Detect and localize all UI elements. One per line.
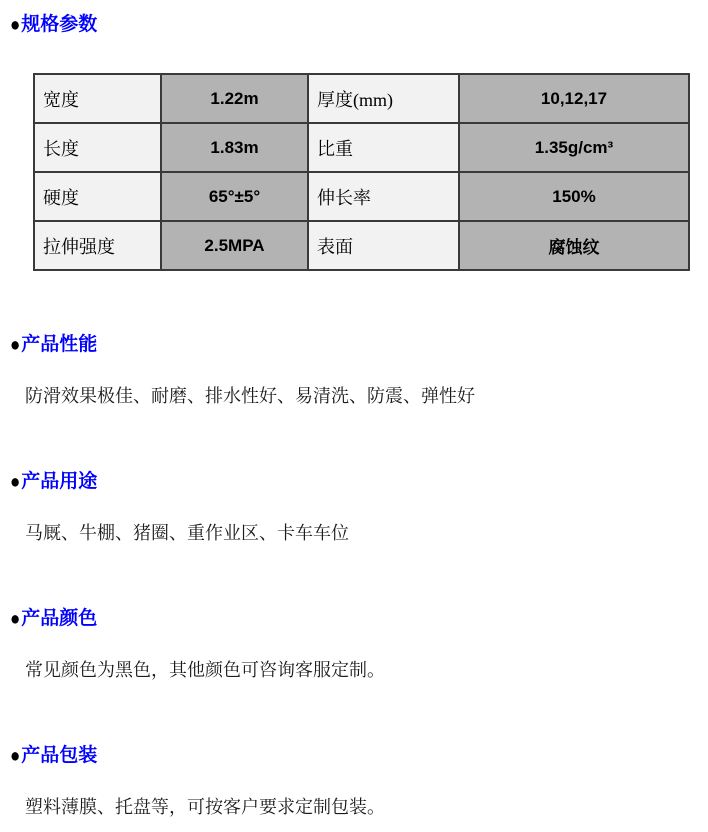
section-body-color: 常见颜色为黑色，其他颜色可咨询客服定制。	[25, 660, 385, 680]
section-color	[0, 607, 708, 682]
section-body-usage: 马厩、牛棚、猪圈、重作业区、卡车车位	[25, 523, 349, 543]
spec-value: 65°±5°	[161, 172, 308, 221]
bullet-icon: ●	[10, 333, 21, 356]
section-title-specs: 规格参数	[21, 14, 98, 35]
bullet-icon: ●	[10, 744, 21, 767]
table-row	[34, 221, 689, 270]
section-usage	[0, 470, 708, 545]
spec-label: 长度	[34, 123, 161, 172]
section-header-specs	[10, 0, 708, 37]
spec-value: 1.35g/cm³	[459, 123, 689, 172]
spec-label: 硬度	[34, 172, 161, 221]
spec-label: 厚度(mm)	[308, 74, 459, 123]
spec-table	[33, 73, 690, 271]
section-header-color	[10, 607, 708, 631]
section-header-usage	[10, 470, 708, 494]
spec-label: 比重	[308, 123, 459, 172]
section-title-color: 产品颜色	[21, 608, 98, 629]
table-row	[34, 74, 689, 123]
spec-label: 拉伸强度	[34, 221, 161, 270]
bullet-icon: ●	[10, 470, 21, 493]
bullet-icon: ●	[10, 607, 21, 630]
spec-value: 10,12,17	[459, 74, 689, 123]
spec-label: 宽度	[34, 74, 161, 123]
section-performance	[0, 333, 708, 408]
table-row	[34, 172, 689, 221]
table-row	[34, 123, 689, 172]
spec-value: 2.5MPA	[161, 221, 308, 270]
section-body-performance: 防滑效果极佳、耐磨、排水性好、易清洗、防震、弹性好	[25, 386, 475, 406]
spec-value: 腐蚀纹	[459, 221, 689, 270]
section-body-packaging: 塑料薄膜、托盘等，可按客户要求定制包装。	[25, 797, 385, 817]
spec-value: 150%	[459, 172, 689, 221]
section-specs	[0, 0, 708, 271]
spec-value: 1.83m	[161, 123, 308, 172]
spec-label: 表面	[308, 221, 459, 270]
section-title-packaging: 产品包装	[21, 745, 98, 766]
section-header-performance	[10, 333, 708, 357]
section-packaging	[0, 744, 708, 819]
spec-label: 伸长率	[308, 172, 459, 221]
section-title-performance: 产品性能	[21, 334, 98, 355]
section-title-usage: 产品用途	[21, 471, 98, 492]
bullet-icon: ●	[10, 13, 21, 36]
section-header-packaging	[10, 744, 708, 768]
spec-value: 1.22m	[161, 74, 308, 123]
